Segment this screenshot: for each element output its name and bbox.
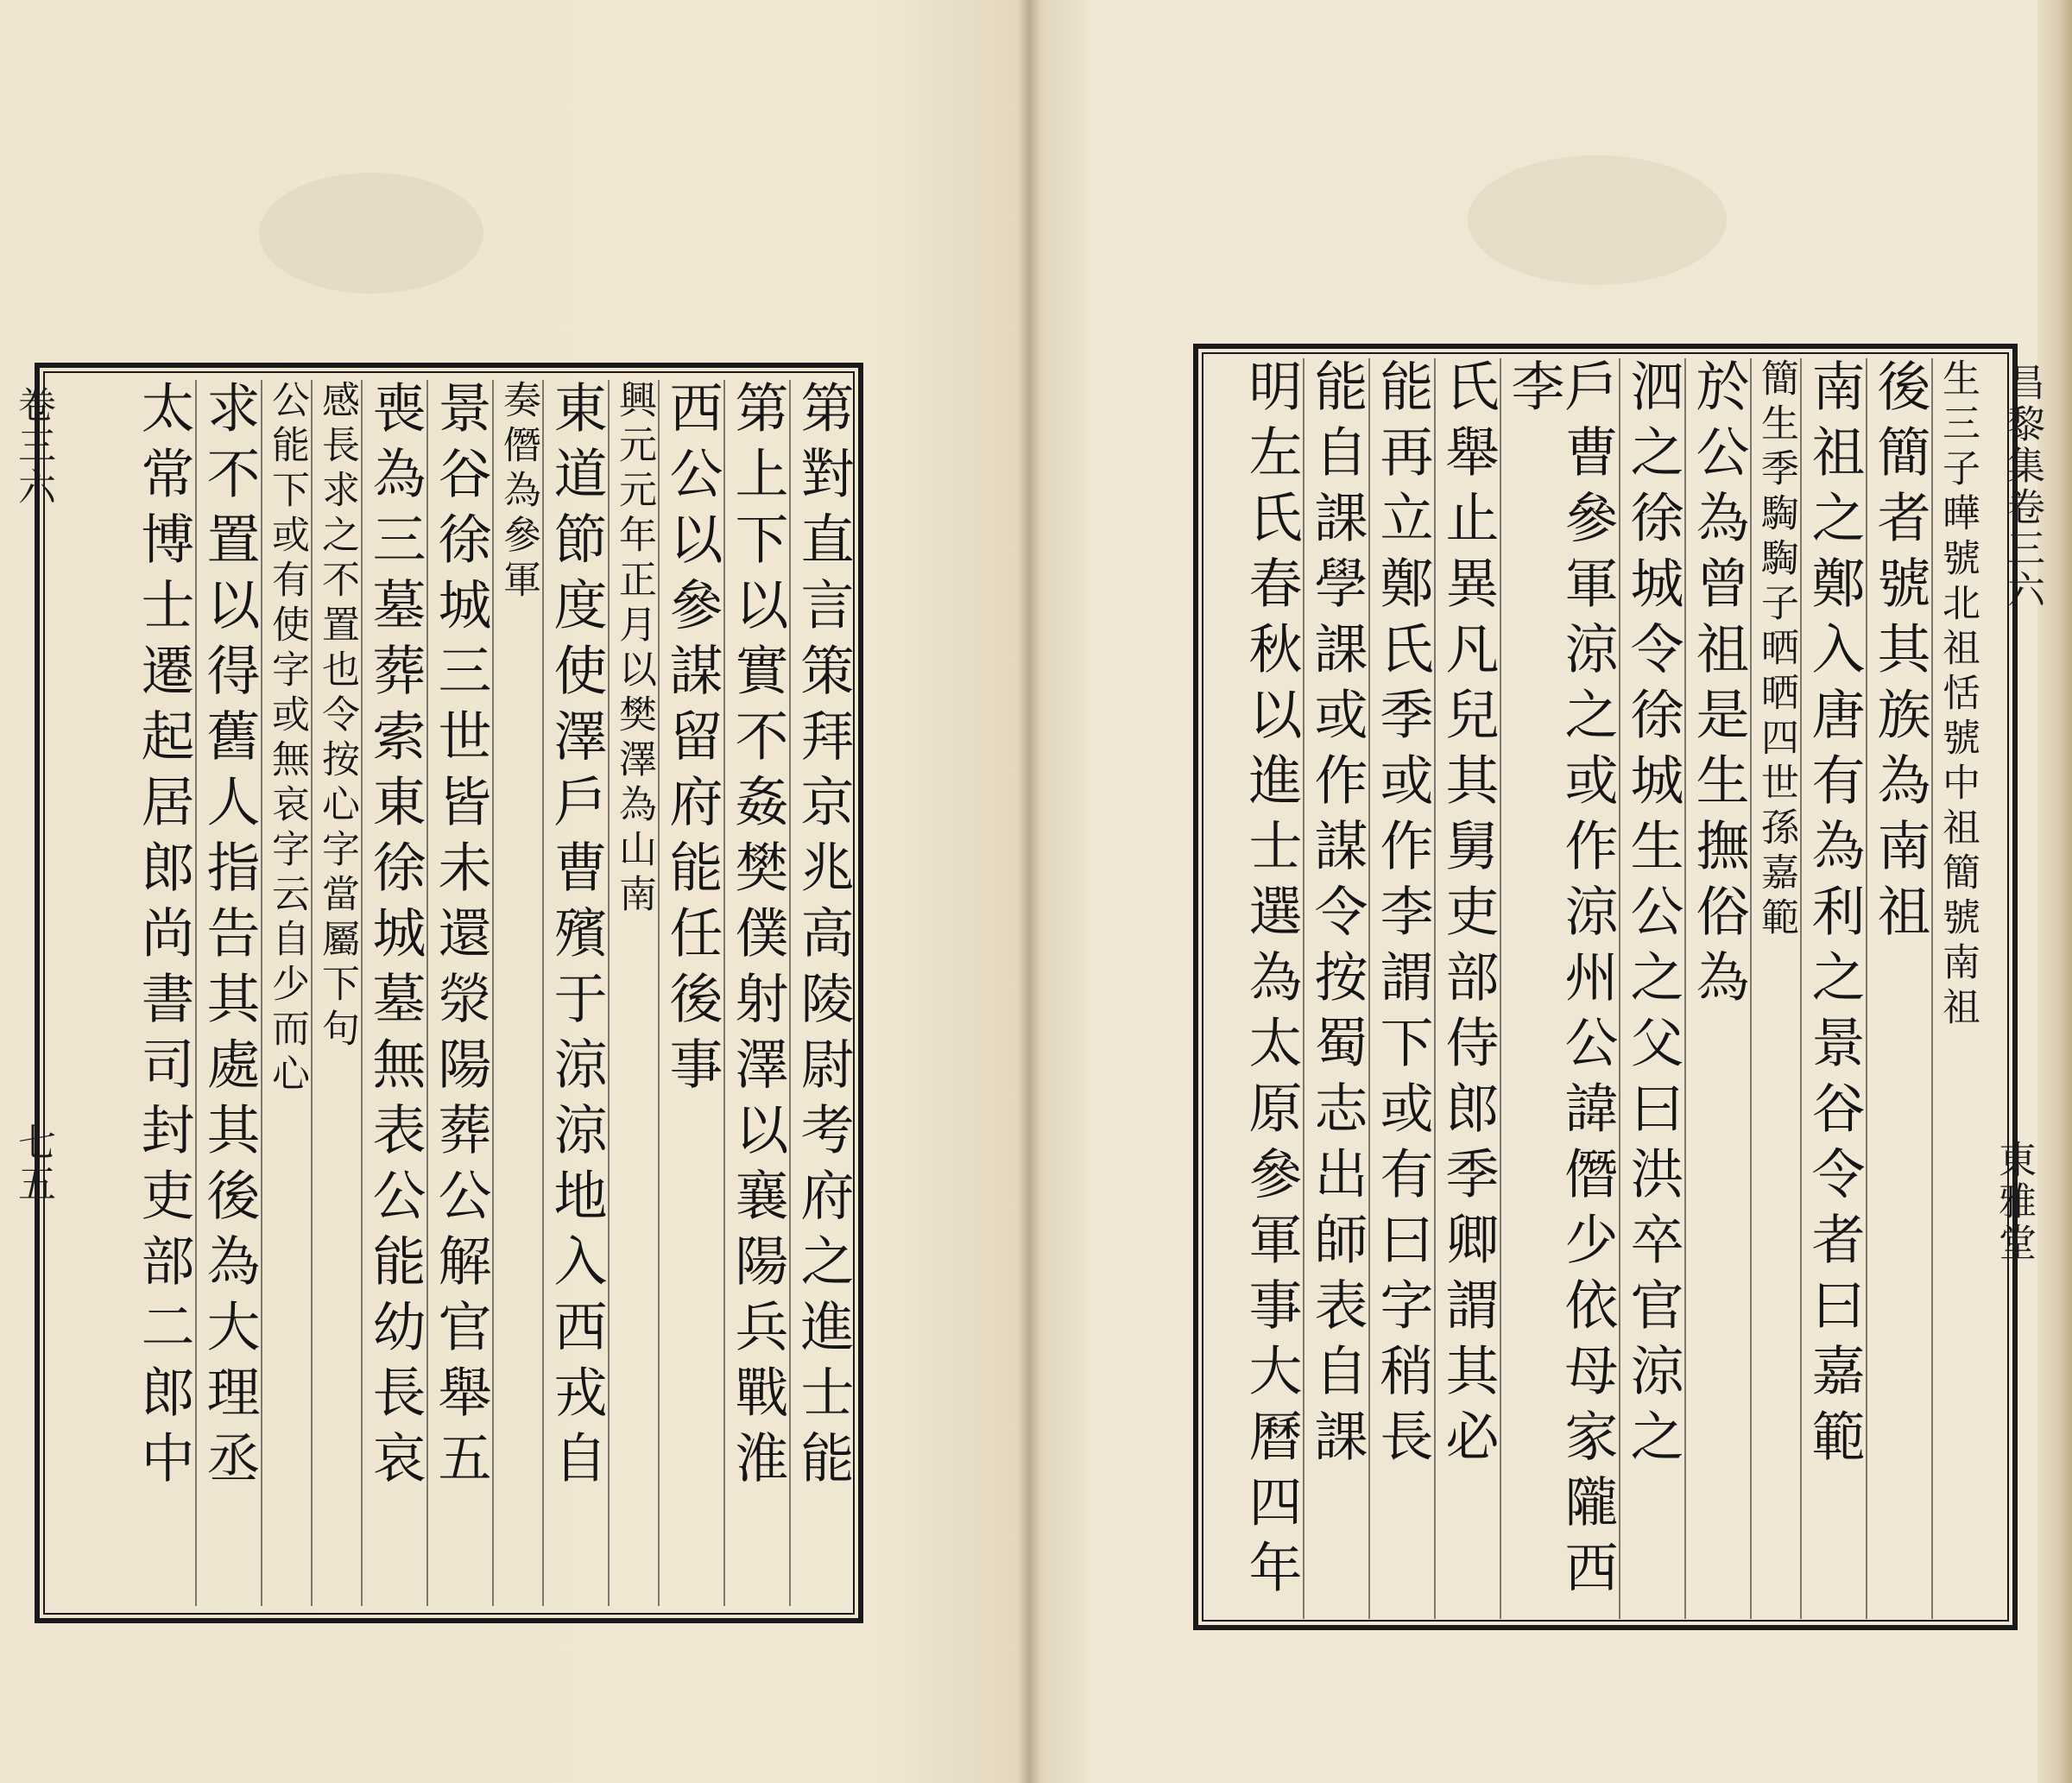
annotation-column: 感長求之不置也令按心字當屬下句 — [311, 380, 361, 1606]
annotation-column: 奏僭為參軍 — [492, 380, 542, 1606]
annotation-column: 興元元年正月以樊澤為山南 — [608, 380, 658, 1606]
right-text-columns — [1209, 358, 1981, 1619]
left-side-label: 卷三六 — [11, 384, 55, 509]
text-column: 喪為三墓葬索東徐城墓無表公能幼長哀 — [361, 380, 426, 1606]
text-column: 景谷徐城三世皆未還滎陽葬公解官舉五 — [426, 380, 492, 1606]
left-folio-label: 七五 — [11, 1122, 55, 1205]
right-side-label: 昌黎集卷三六 — [2000, 363, 2044, 611]
text-column: 求不置以得舊人指告其處其後為大理丞 — [195, 380, 261, 1606]
right-publisher-label: 東雅堂 — [1992, 1140, 2036, 1264]
annotation-column: 生三子曄號北祖恬號中祖簡號南祖 — [1931, 358, 1981, 1619]
text-column: 第對直言策拜京兆高陵尉考府之進士能 — [789, 380, 855, 1606]
text-column: 於公為曾祖是生撫俗為 — [1684, 358, 1750, 1619]
text-column: 戶曹參軍涼之或作涼州公諱僭少依母家隴西李 — [1500, 358, 1619, 1619]
paper-stain — [259, 173, 483, 294]
text-column: 後簡者號其族為南祖 — [1866, 358, 1931, 1619]
page-edge — [2037, 0, 2072, 1783]
book-gutter — [1017, 0, 1041, 1783]
text-column: 太常博士遷起居郎尚書司封吏部二郎中 — [132, 380, 195, 1495]
left-text-columns — [52, 380, 855, 1606]
text-column: 泗之徐城令徐城生公之父曰洪卒官涼之 — [1619, 358, 1684, 1619]
text-column: 能自課學課或作謀令按蜀志出師表自課 — [1303, 358, 1368, 1619]
text-column: 明左氏春秋以進士選為太原參軍事大曆四年 — [1240, 358, 1303, 1605]
text-column: 第上下以實不姦樊僕射澤以襄陽兵戰淮 — [723, 380, 789, 1606]
text-column: 氏舉止異凡兒其舅吏部侍郎季卿謂其必 — [1434, 358, 1500, 1619]
annotation-column: 公能下或有使字或無哀字云自少而心 — [261, 380, 311, 1606]
text-column: 東道節度使澤戶曹殯于涼涼地入西戎自 — [542, 380, 608, 1606]
annotation-column: 簡生季騊騊子晒晒四世孫嘉範 — [1750, 358, 1800, 1619]
text-column: 能再立鄭氏季或作李謂下或有曰字稍長 — [1368, 358, 1434, 1619]
paper-stain — [1468, 155, 1727, 285]
text-column: 西公以參謀留府能任後事 — [658, 380, 723, 1606]
text-column: 南祖之鄭入唐有為利之景谷令者曰嘉範 — [1800, 358, 1866, 1619]
